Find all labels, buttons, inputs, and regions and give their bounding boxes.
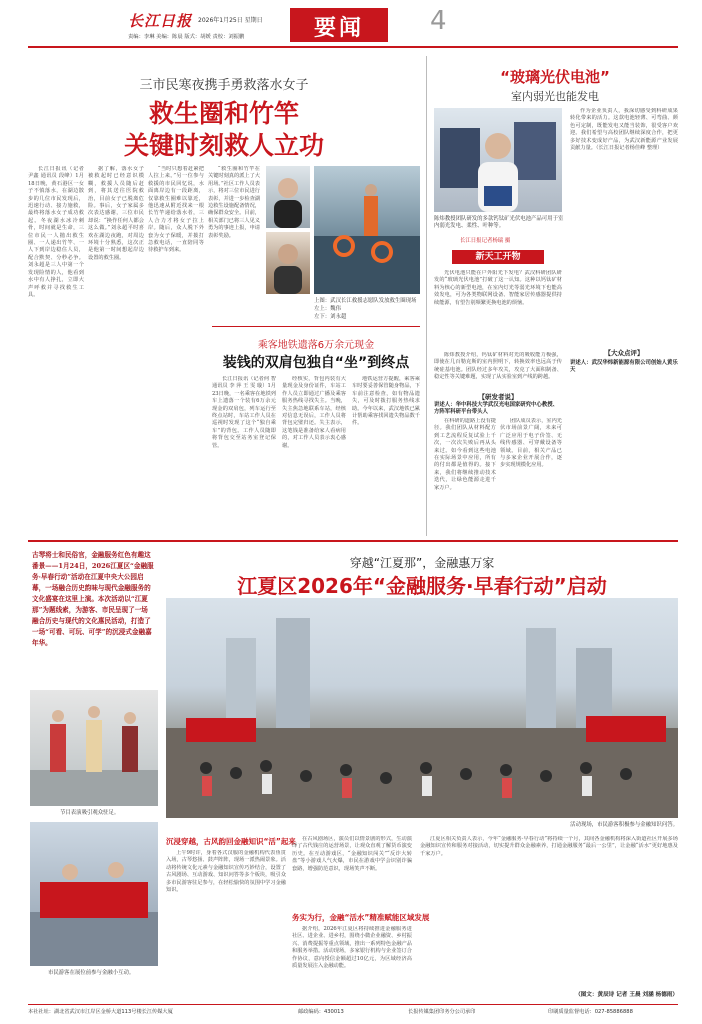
story4-sidebar-box xyxy=(28,546,158,686)
story4-credit: （图文：黄辰诗 记者 王晨 刘涵 杨德雨） xyxy=(575,992,678,998)
story3-col-top xyxy=(434,270,562,350)
story4-col3 xyxy=(292,926,412,1002)
section-title-box xyxy=(290,8,388,42)
story3-col2 xyxy=(434,418,496,536)
column-divider xyxy=(426,56,427,536)
story3-col3-text: 团队成员表示，室内光伏市场前景广阔，未来可广泛应用于电子价签、无线传感器、可穿戴设备等领域。目前，相关产品已与多家企业开展合作，逐步实现规模化应用。 xyxy=(500,418,562,469)
performance-illustration xyxy=(30,690,158,806)
story4-col2 xyxy=(292,836,412,906)
masthead-rule xyxy=(28,46,678,48)
story1-col3 xyxy=(148,166,204,536)
story3-right-col xyxy=(570,108,678,342)
story2-col1-text: 长江日报讯（记者何 智 通讯员 李 萍 王 雯 璇）1月23日晚，一名乘客在地铁列车上遗落一个装有6万余元现金的双肩包，列车运行至终点站时，车站工作人员在巡视时发现了这个“独自乘车”的背包。工作人员随即将背包交至站务室登记保管。 xyxy=(212,376,276,449)
footer-postcode: 邮政编码：430013 xyxy=(298,1009,344,1015)
story1-col1 xyxy=(28,166,84,536)
story1-photo-caption-3: 左下：刘永超 xyxy=(314,314,347,320)
story1-portrait-2 xyxy=(266,232,310,294)
story1-col3-text: “当时只想着赶紧把人拉上来。”另一位参与救援的市民回忆说，水面离岸边有一段距离，仅靠救生圈难以靠近，他迅速从附近找来一根长竹竿递给落水者，三人合力才将女子拉上岸。随后，众人脱下外套为女子保暖，并拨打急救电话，一直陪同等待救护车到来。 xyxy=(148,166,204,254)
story3-subhead-3b: 讲述人：武汉华炜新能源有限公司创始人黄乐天 xyxy=(570,360,678,373)
story4-small-photo-1 xyxy=(30,690,158,806)
page-number: 4 xyxy=(430,6,447,36)
story3-col-top-text: 光伏电池只能在户外阳光下发电？武汉科研团队研发的“玻璃光伏电池”打破了这一认知。这种以钙钛矿材料为核心的新型电池，在室内灯光等弱光环境下也能高效发电，可为各类物联网设备、智能家居传感器提供持续能源，有望告别频繁更换电池的烦恼。 xyxy=(434,270,562,306)
story4-subhead-a: 沉浸穿越，古风韵回金融知识“活”起来 xyxy=(166,837,296,846)
story3-subhead-3: 【大众点评】 xyxy=(604,349,644,357)
date-line: 2026年1月25日 星期日 xyxy=(198,17,263,24)
story4-small-photo-caption-2: 市民游客在展位前参与金融小互动。 xyxy=(48,970,135,976)
story1-kicker: 三市民寒夜携手勇救落水女子 xyxy=(139,78,309,93)
story4-small-photo-caption-1: 节目表演吸引观众驻足。 xyxy=(60,810,120,816)
story1-col2 xyxy=(88,166,144,536)
story3-col3 xyxy=(500,418,562,536)
story2-headline: 装钱的双肩包独自“坐”到终点 xyxy=(222,355,410,371)
story1-headline-1: 救生圈和竹竿 xyxy=(148,99,299,128)
footer xyxy=(28,1008,678,1020)
story4-sidebar-text: 古琴将士和民俗官，金融服务红色有趣这番景——1月24日，2026江夏区“金融服务·早春行动”活动在江夏中央大公园启幕，一场融合历史韵味与现代金融服务的文化盛宴在这里上演。本次活动以“江夏那”为题线索，为游客、市民呈现了一场融合历史与现代的文化惠民活动，打造了一场“可看、可玩、可学”的沉浸式金融嘉年华。 xyxy=(32,551,154,647)
story4-subhead-b: 务实为行，金融“活水”精准赋能区域发展 xyxy=(292,913,430,922)
section-divider-rule xyxy=(28,540,678,542)
story1-col4-text: “救生圈和竹竿在关键时刻真的派上了大用场。”社区工作人员表示，将对三位市民进行表彰，并进一步检查湖边救生设施配备情况，确保群众安全。目前，相关部门已将三人见义勇为的事迹上报，申请表彰奖励。 xyxy=(208,166,260,239)
story4-main-photo xyxy=(166,598,678,818)
story4-headline: 江夏区2026年“金融服务·早春行动”启动 xyxy=(237,574,607,598)
story4-col1 xyxy=(166,850,286,1000)
story1-portrait-1 xyxy=(266,166,310,228)
story2-col2-text: 经核实，背包内装有大量现金及身份证件，车站工作人员立即通过广播及乘客服务热线寻找失主。当晚，失主焦急地联系车站，经核对信息无误后，工作人员将背包完璧归还。失主表示，这笔钱是准备给家人看病用的，对工作人员表示衷心感谢。 xyxy=(282,376,346,449)
story1-col4 xyxy=(208,166,260,316)
researcher-illustration xyxy=(434,108,562,212)
footer-address: 本社社址：湖北省武汉市江岸区金桥大道113号楼长江传媒大厦 xyxy=(28,1009,173,1015)
story1-col1-text: 长江日报讯（记者尹鑫 通讯员 段峰）1月18日晚，黄石港区一女子不慎落水，在湖边散步的几位市民发现后，迅速行动、接力施救，最终将落水女子成功救起。冬夜湖水冰冷刺骨，时间就是生命，三位市民一人抛出救生圈、一人递出竹竿、一人下到岸边稳住人员，配合默契、分秒必争。刘永超是三人中第一个发现险情的人，他看到水中有人挣扎，立即大声呼救并寻找救生工具。 xyxy=(28,166,84,298)
story3-subhead-1: 新天工开物 xyxy=(452,250,544,264)
story2-col3-text: 地铁运营方提醒，乘客乘车时要妥善保管随身物品，下车前注意检查，如有物品遗失，可及时拨打服务热线求助。今年以来，武汉地铁已累计帮助乘客找回遗失物品数千件。 xyxy=(352,376,420,427)
story3-col4-text: 作为企业负责人，我深切感受到科研成果转化带来的活力。这款电池轻薄、可弯曲、颜色可定制，既能发电又能当装饰，很受客户欢迎。我们希望与高校团队继续深度合作，把更多好技术变成好产品，为武汉新能源产业发展贡献力量。（长江日报记者杨佳峰 整理） xyxy=(570,108,678,152)
story3-col2-text: 在科研的道路上没有捷径。我们团队从材料配方到工艺流程反复试验上千次，一次次失败后再从头来过。如今看到这些电池在实际场景中应用，所有的付出都是值得的。接下来，我们将继续推动技术迭代，让绿色能源走进千家万户。 xyxy=(434,418,496,491)
footer-complaint: 印刷质量监督电话：027-85886888 xyxy=(548,1009,633,1015)
story4-kicker: 穿越“江夏那”，金融惠万家 xyxy=(349,556,495,570)
story2-kicker: 乘客地铁遗落6万余元现金 xyxy=(257,340,375,351)
story3-col1 xyxy=(434,352,562,392)
story3-col1-text: 陈炜教授介绍，钙钛矿材料对光的吸收能力极强，即使在几百勒克斯的室内照明下，转换效率也远高于传统硅基电池。团队经过多年攻关，攻克了大面积制备、稳定性等关键难题，实现了从实验室到产线的跨越。 xyxy=(434,352,562,381)
editors-line: 责编：李琳 美编：陈晨 版式：胡媛 责校：刘振鹏 xyxy=(128,34,245,40)
story3-subhead-2: 【研发者说】 xyxy=(478,393,518,401)
story4-col2-text: 在古风剧场区，演员们以情景剧的形式，生动演绎了古代钱庄的运营场景，让观众直观了解货币演变历史。在互动游戏区，“金融知识闯关”“反诈大转盘”等小游戏人气火爆，市民在游戏中学会识别诈骗套路，增强防范意识，现场笑声不断。 xyxy=(292,836,412,872)
footer-printer: 长报传媒集团印务分公司承印 xyxy=(408,1009,476,1015)
story3-headline: 室内弱光也能发电 xyxy=(511,90,599,103)
newspaper-logo: 长江日报 xyxy=(128,12,193,30)
story2-top-rule xyxy=(212,326,420,327)
section-title: 要闻 xyxy=(313,16,364,41)
story3-photo-caption: 陈炜教授团队研发的多款钙钛矿光伏电池产品可用于室内弱光发电、柔性、叶种等。 xyxy=(434,216,564,229)
booth-illustration xyxy=(30,822,158,966)
story1-photo-caption-2: 左上：魏伟 xyxy=(314,306,341,312)
person-illustration xyxy=(266,166,310,228)
crowd-scene-illustration xyxy=(166,598,678,818)
story1-headline-2: 关键时刻救人立功 xyxy=(123,131,324,160)
story1-main-photo xyxy=(314,166,420,294)
story1-photo-caption-1: 上图：武汉长江救援志愿队发放救生圈现场 xyxy=(314,298,417,304)
story4-col4 xyxy=(420,836,678,986)
story3-photo-credit: 长江日报记者杨瑞 摄 xyxy=(460,238,511,244)
story4-col4-text: 江夏区相关负责人表示，今年“金融服务·早春行动”将持续一个月，其间各金融机构将深入街道社区开展多场金融知识宣传和服务对接活动，切实提升群众金融素养，打通金融服务“最后一公里”，让金融“活水”更好地惠及千家万户。 xyxy=(420,836,678,857)
story4-col3-text: 据介绍，2026年江夏区将持续推进金融服务进社区、进企业、进乡村，围绕小微企业融资、乡村振兴、消费提振等重点领域，推出一系列特色金融产品和服务举措。活动现场，多家银行机构与企业签订合作协议，意向授信金额超过10亿元，为区域经济高质量发展注入金融动能。 xyxy=(292,926,412,970)
footer-rule xyxy=(28,1004,678,1005)
story3-subhead-2b: 讲述人：华中科技大学武汉光电国家研究中心教授、方阵军科研平台带头人 xyxy=(434,402,558,415)
story1-col2-text: 据了解，落水女子被救起时已经意识模糊，救援人员随后赶到，将其送往医院救治，目前女子已脱离危险。事后，女子家属多次表达感谢，三位市民却说：“换作任何人都会这么做。”刘永超平时喜欢在湖边夜跑，对周边环境十分熟悉，这次正是他第一时间想起岸边设置的救生圈。 xyxy=(88,166,144,261)
story4-col1-text: 上午9时许，身着各式汉服的金融机构代表鱼贯入场，古琴悠扬、鼓声阵阵，现场一派热闹景象。活动将传统文化元素与金融知识宣传巧妙结合，设置了古风剧场、互动游戏、知识问答等多个板块，吸引众多市民游客驻足参与，在轻松愉快的氛围中学习金融知识。 xyxy=(166,850,286,894)
story2-col2 xyxy=(282,376,346,536)
story3-photo xyxy=(434,108,562,212)
story4-small-photo-2 xyxy=(30,822,158,966)
rescue-scene-illustration xyxy=(314,166,420,294)
story3-kicker: “玻璃光伏电池” xyxy=(500,68,610,86)
story2-col3 xyxy=(352,376,420,536)
story2-col1 xyxy=(212,376,276,536)
person-illustration xyxy=(266,232,310,294)
story4-main-photo-caption: 活动现场，市民游客积极参与金融知识问答。 xyxy=(570,822,678,828)
